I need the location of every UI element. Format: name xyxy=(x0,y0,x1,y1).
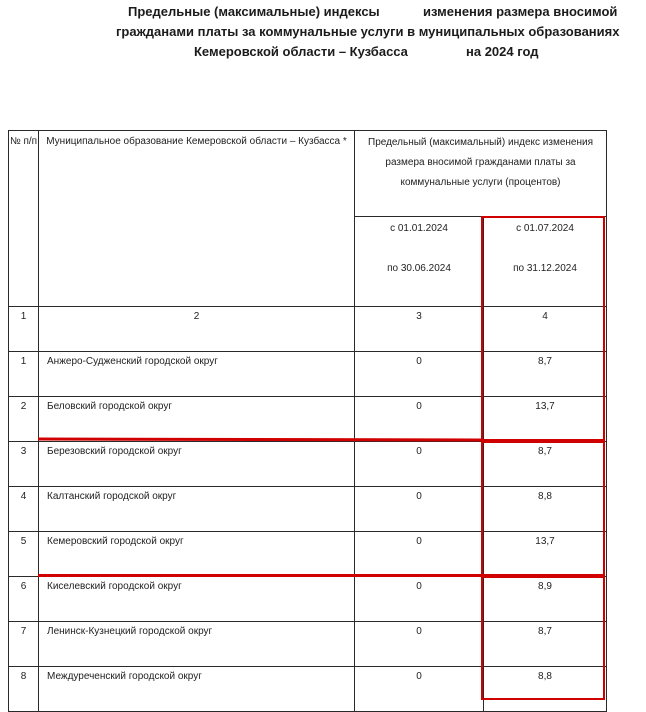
index-period-2: 8,7 xyxy=(484,622,607,667)
highlight-underline-2 xyxy=(38,574,482,577)
title-line-1a: Предельные (максимальные) индексы xyxy=(128,4,380,19)
highlight-box-3 xyxy=(481,576,605,700)
title-line-1b: изменения размера вносимой xyxy=(423,4,618,19)
municipality-name: Калтанский городской округ xyxy=(39,487,355,532)
municipality-name: Киселевский городской округ xyxy=(39,577,355,622)
column-number: 2 xyxy=(39,307,355,352)
header-period-1 xyxy=(355,217,484,307)
index-period-2: 13,7 xyxy=(484,397,607,442)
municipality-name: Анжеро-Судженский городской округ xyxy=(39,352,355,397)
municipality-name: Ленинск-Кузнецкий городской округ xyxy=(39,622,355,667)
index-period-2: 8,8 xyxy=(484,487,607,532)
header-municipality xyxy=(39,131,355,307)
header-number-label: № п/п xyxy=(9,136,38,147)
period-2-to: по 31.12.2024 xyxy=(513,263,577,274)
row-number: 7 xyxy=(9,622,39,667)
row-number: 4 xyxy=(9,487,39,532)
index-period-1: 0 xyxy=(355,667,484,712)
highlight-box-1 xyxy=(481,216,605,441)
column-number: 4 xyxy=(484,307,607,352)
title-line-3a: Кемеровской области – Кузбасса xyxy=(194,44,408,59)
index-period-1: 0 xyxy=(355,622,484,667)
period-1-from: с 01.01.2024 xyxy=(390,223,448,234)
municipality-name: Междуреченский городской округ xyxy=(39,667,355,712)
header-index xyxy=(355,131,607,217)
index-period-1: 0 xyxy=(355,532,484,577)
row-number: 5 xyxy=(9,532,39,577)
municipality-name: Беловский городской округ xyxy=(39,397,355,442)
index-period-1: 0 xyxy=(355,397,484,442)
highlight-box-2 xyxy=(481,441,605,576)
index-period-1: 0 xyxy=(355,352,484,397)
row-number: 8 xyxy=(9,667,39,712)
row-number: 6 xyxy=(9,577,39,622)
index-period-2: 8,7 xyxy=(484,352,607,397)
period-1-to: по 30.06.2024 xyxy=(387,263,451,274)
row-number: 3 xyxy=(9,442,39,487)
index-period-2: 8,7 xyxy=(484,442,607,487)
index-period-2: 13,7 xyxy=(484,532,607,577)
period-2-from: с 01.07.2024 xyxy=(516,223,574,234)
row-number: 1 xyxy=(9,352,39,397)
index-period-2: 8,9 xyxy=(484,577,607,622)
column-number: 1 xyxy=(9,307,39,352)
title-line-3b: на 2024 год xyxy=(466,44,539,59)
column-number: 3 xyxy=(355,307,484,352)
row-number: 2 xyxy=(9,397,39,442)
municipality-name: Березовский городской округ xyxy=(39,442,355,487)
index-period-1: 0 xyxy=(355,577,484,622)
header-municipality-label: Муниципальное образование Кемеровской области – Кузбасса * xyxy=(46,136,347,147)
index-period-1: 0 xyxy=(355,487,484,532)
header-number xyxy=(9,131,39,307)
index-period-1: 0 xyxy=(355,442,484,487)
municipality-name: Кемеровский городской округ xyxy=(39,532,355,577)
title-line-2: гражданами платы за коммунальные услуги в муниципальных образованиях xyxy=(116,24,620,39)
index-period-2: 8,8 xyxy=(484,667,607,712)
header-index-label: Предельный (максимальный) индекс изменения размера вносимой гражданами платы за коммунальные услуги (процентов) xyxy=(368,137,593,188)
